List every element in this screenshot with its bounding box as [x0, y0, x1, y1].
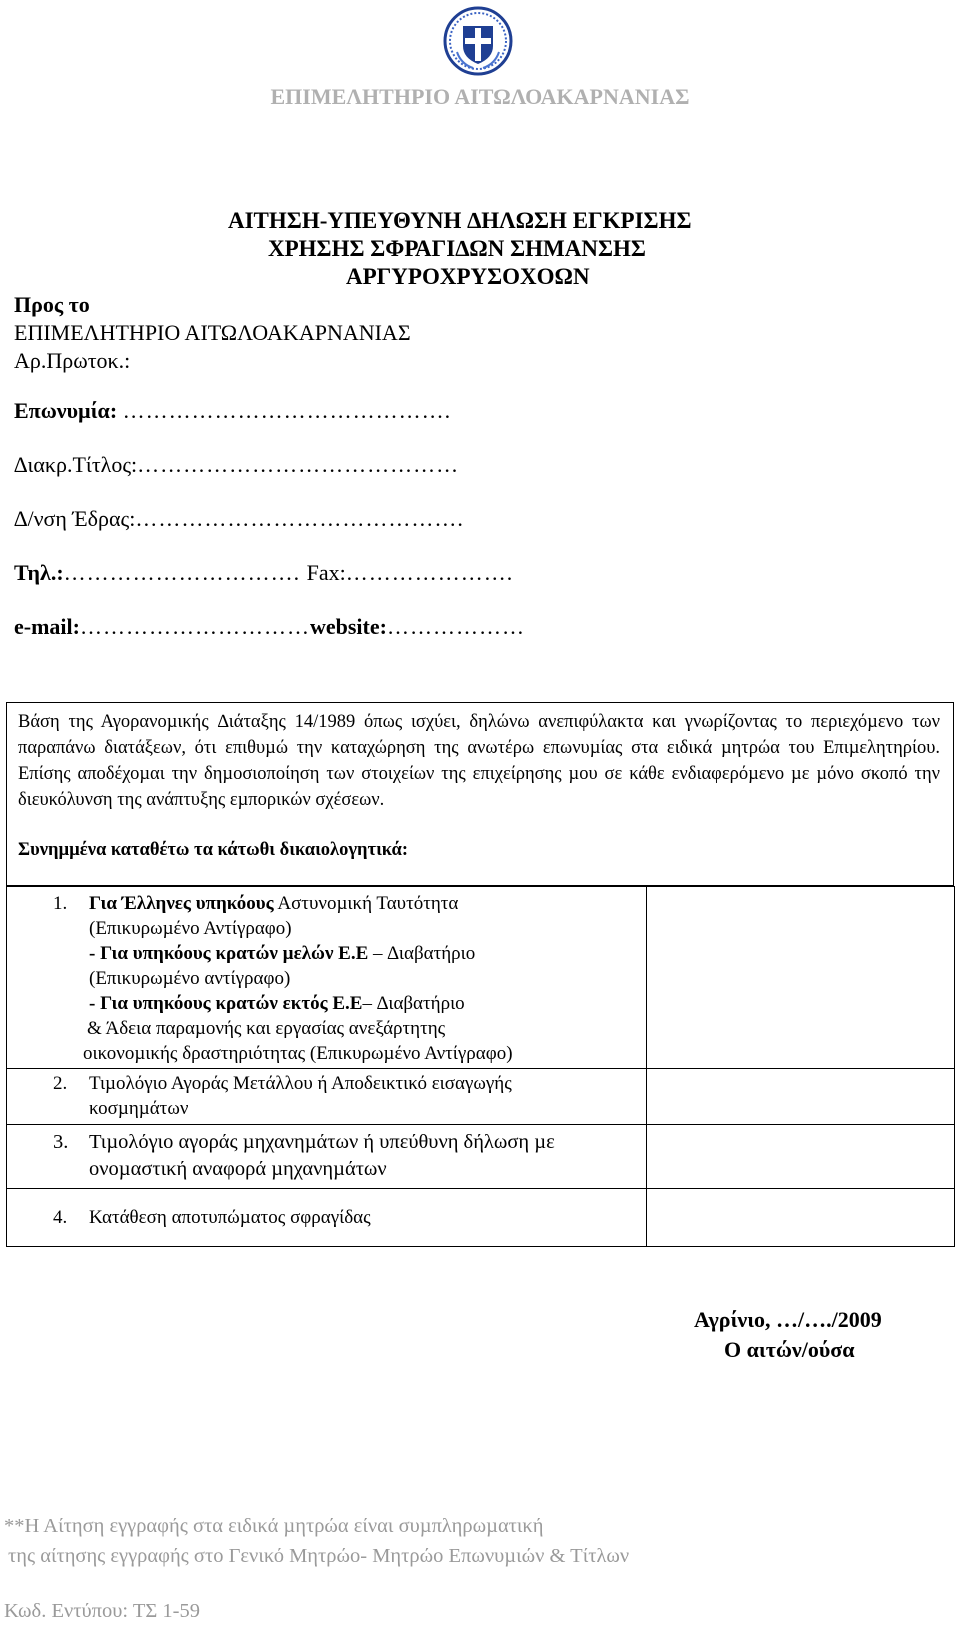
document-item-2-line-1: Τιµολόγιο Αγοράς Μετάλλου ή Αποδεικτικό εισαγωγής [89, 1073, 512, 1094]
declaration-paragraph: Βάση της Αγορανοµικής ∆ιάταξης 14/1989 όπως ισχύει, δηλώνω ανεπιφύλακτα και γνωρίζοντας το περιεχόµενο των παραπάνω διατάξεων, ότι επιθυµώ την καταχώρηση της ανωτέρω επωνυµίας στα ειδικά µητρώα του Επιµελητηρίου. Επίσης αποδέχοµαι την δηµοσιοποίηση των στοιχείων της επιχείρησης µου σε κάθε ενδιαφερόµενο µε µόνο σκοπό την διευκόλυνση της ανάπτυξης εµπορικών σχέσεων. [18, 712, 940, 810]
footer-note-line-1: **Η Αίτηση εγγραφής στα ειδικά µητρώα είναι συµπληρωµατική [4, 1515, 544, 1537]
document-item-1-line-5 [89, 993, 465, 1015]
field-title-label: ∆ιακρ.Τίτλος: [14, 452, 138, 477]
field-name-label: Επωνυµία: [14, 398, 118, 423]
addressee-to: Προς το [14, 292, 90, 317]
document-item-3 [7, 1125, 647, 1189]
signature-date[interactable]: Αγρίνιο, …/…./2009 [694, 1307, 882, 1332]
field-website-label: website: [309, 614, 387, 639]
field-fax-blank[interactable]: …………………. [345, 560, 514, 585]
footer-note-line-2: της αίτησης εγγραφής στο Γενικό Μητρώο- Μητρώο Επωνυµιών & Τίτλων [8, 1545, 630, 1567]
document-item-4-line-1: Κατάθεση αποτυπώµατος σφραγίδας [89, 1207, 371, 1228]
greek-citizens-doc: Αστυνοµική Ταυτότητα [273, 893, 459, 914]
eu-citizens-doc: – ∆ιαβατήριο [368, 943, 476, 964]
eu-citizens-label: - Για υπηκόους κρατών µελών Ε.Ε [89, 943, 369, 964]
document-item-3-line-1: Τιµολόγιο αγοράς µηχανηµάτων ή υπεύθυνη δήλωση µε [89, 1131, 555, 1153]
signature-applicant: Ο αιτών/ούσα [724, 1337, 855, 1362]
document-item-4 [7, 1189, 647, 1247]
header-organization: ΕΠΙΜΕΛΗΤΗΡΙΟ ΑΙΤΩΛΟΑΚΑΡΝΑΝΙΑΣ [270, 84, 690, 109]
greek-citizens-label: Για Έλληνες υπηκόους [89, 893, 274, 914]
document-item-2-number: 2. [53, 1073, 68, 1094]
field-phone-label: Τηλ.: [14, 560, 64, 585]
declaration-text [18, 709, 940, 813]
field-email-website[interactable] [14, 614, 525, 640]
field-website-blank[interactable]: ……………… [386, 614, 525, 639]
field-seat-label: ∆/νση Έδρας: [14, 506, 136, 531]
document-item-3-number: 3. [53, 1131, 69, 1153]
document-item-1-checkbox[interactable] [647, 887, 955, 1069]
state-emblem-icon [443, 6, 513, 76]
document-item-1-line-2: (Επικυρωµένο Αντίγραφο) [89, 918, 292, 939]
non-eu-citizens-doc: – ∆ιαβατήριο [362, 993, 465, 1014]
document-item-1-line-4: (Επικυρωµένο αντίγραφο) [89, 968, 291, 989]
field-title[interactable] [14, 452, 459, 478]
addressee-org: ΕΠΙΜΕΛΗΤΗΡΙΟ ΑΙΤΩΛΟΑΚΑΡΝΑΝΙΑΣ [14, 320, 411, 345]
form-title-line-3: ΑΡΓΥΡΟΧΡΥΣΟΧΟΩΝ [346, 264, 590, 289]
form-code: Κωδ. Εντύπου: ΤΣ 1-59 [4, 1600, 200, 1622]
document-item-2-line-2: κοσµηµάτων [89, 1098, 189, 1119]
field-fax-label: Fax: [306, 560, 346, 585]
document-item-1-line-3 [89, 943, 475, 965]
document-item-1-line-1 [89, 893, 458, 915]
non-eu-citizens-label: - Για υπηκόους κρατών εκτός Ε.Ε [89, 993, 363, 1014]
document-item-1 [7, 887, 647, 1069]
document-item-4-number: 4. [53, 1207, 68, 1228]
document-item-3-line-2: ονοµαστική αναφορά µηχανηµάτων [89, 1158, 387, 1180]
documents-table [6, 886, 955, 1247]
field-name[interactable] [14, 398, 451, 424]
document-item-1-line-6: & Άδεια παραµονής και εργασίας ανεξάρτητης [87, 1018, 446, 1039]
document-item-4-checkbox[interactable] [647, 1189, 955, 1247]
field-email-label: e-mail: [14, 614, 80, 639]
document-item-3-checkbox[interactable] [647, 1125, 955, 1189]
field-seat-blank[interactable]: ……………………………………. [135, 506, 464, 531]
document-item-1-number: 1. [53, 893, 68, 914]
field-title-blank[interactable]: …………………………………… [137, 452, 460, 477]
form-title-line-1: ΑΙΤΗΣΗ-ΥΠΕΥΘΥΝΗ ∆ΗΛΩΣΗ ΕΓΚΡΙΣΗΣ [228, 208, 692, 233]
field-name-blank[interactable]: ……………………………………. [122, 398, 452, 423]
document-item-1-line-7: οικονοµικής δραστηριότητας (Επικυρωµένο Αντίγραφο) [83, 1043, 513, 1064]
field-seat[interactable] [14, 506, 464, 532]
field-email-blank[interactable]: ………………………… [79, 614, 310, 639]
document-item-2-checkbox[interactable] [647, 1069, 955, 1125]
form-title-line-2: ΧΡΗΣΗΣ ΣΦΡΑΓΙ∆ΩΝ ΣΗΜΑΝΣΗΣ [268, 236, 646, 261]
document-item-2 [7, 1069, 647, 1125]
attachments-heading: Συνηµµένα καταθέτω τα κάτωθι δικαιολογητικά: [18, 840, 409, 860]
field-phone-blank[interactable]: …………………………. [63, 560, 307, 585]
protocol-number-label: Αρ.Πρωτοκ.: [14, 348, 131, 373]
field-phone-fax[interactable] [14, 560, 513, 586]
